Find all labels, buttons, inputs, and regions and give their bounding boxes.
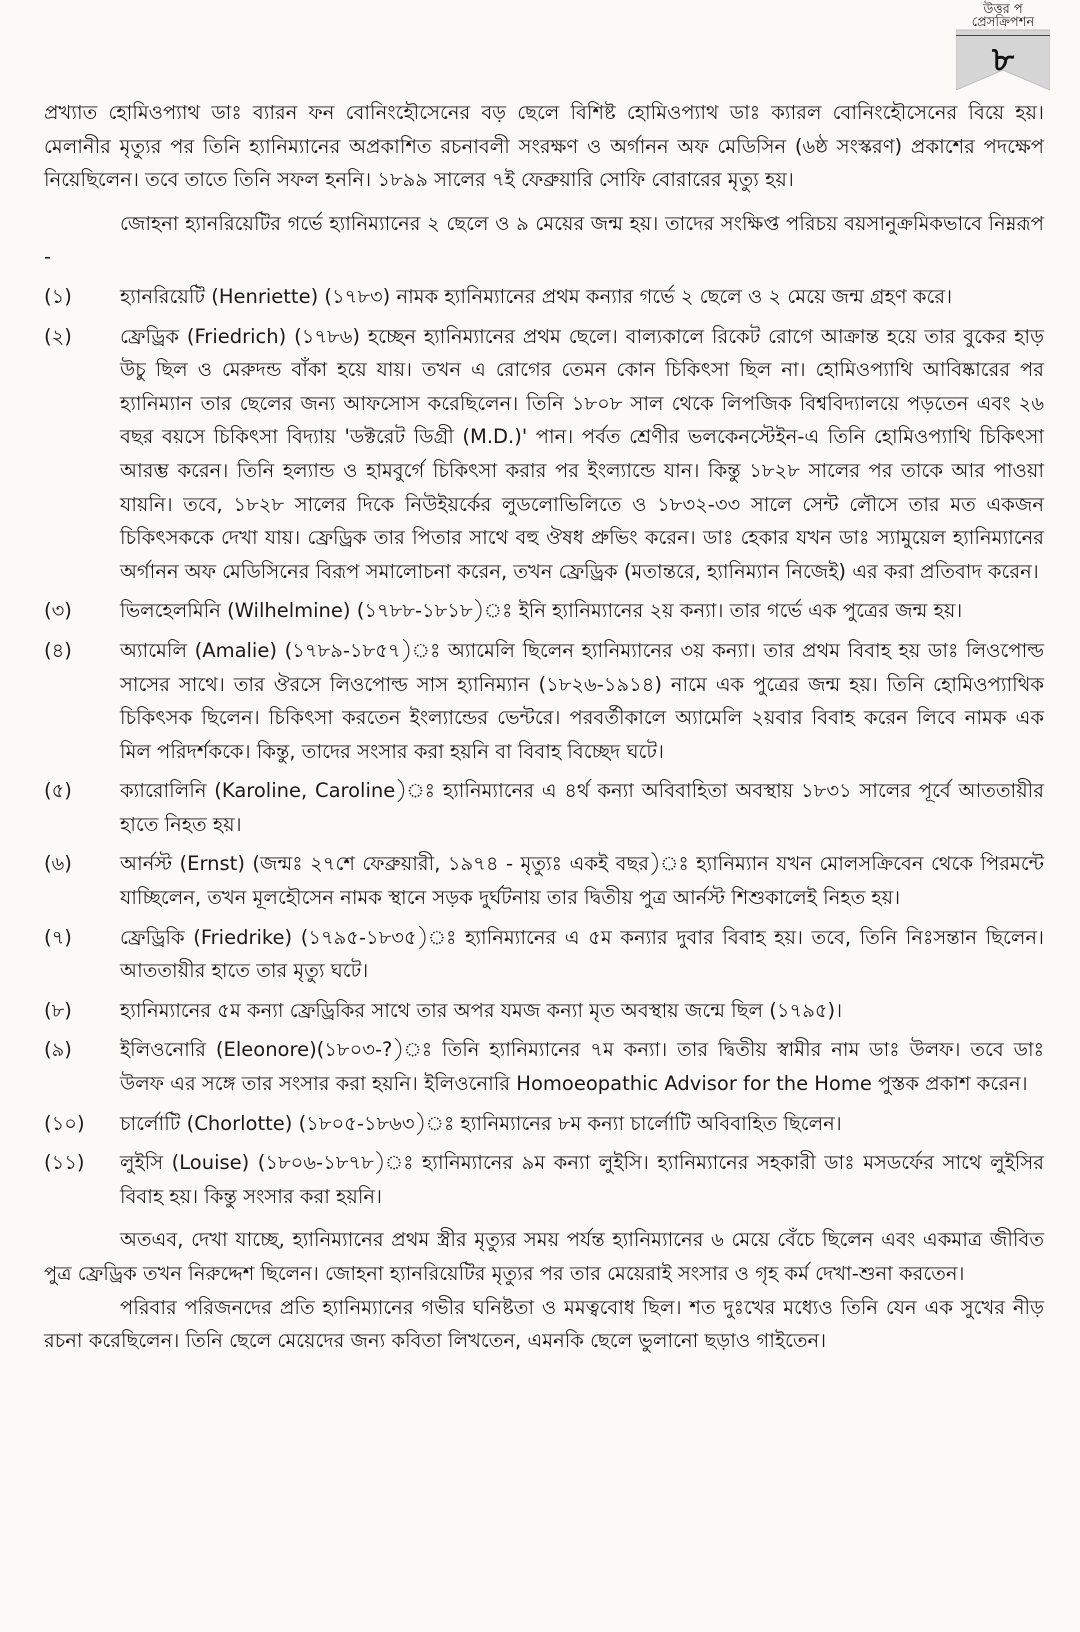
paragraph: পরিবার পরিজনদের প্রতি হ্যানিম্যানের গভীর ঘনিষ্টতা ও মমত্ববোধ ছিল। শত দুঃখের মধ্যেও তিনি যেন এক সুখের নীড় রচনা করেছিলেন। তিনি ছেলে মেয়েদের জন্য কবিতা লিখতেন, এমনকি ছেলে ভুলানো ছড়াও গাইতেন। [44, 1295, 1044, 1353]
list-item [44, 1033, 1044, 1100]
paragraph: প্রখ্যাত হোমিওপ্যাথ ডাঃ ব্যারন ফন বোনিংহৌসেনের বড় ছেলে বিশিষ্ট হোমিওপ্যাথ ডাঃ ক্যারল বোনিংহৌসেনের বিয়ে হয়। মেলানীর মৃত্যুর পর তিনি হ্যানিম্যানের অপ্রকাশিত রচনাবলী সংরক্ষণ ও অর্গানন অফ মেডিসিন (৬ষ্ঠ সংস্করণ) প্রকাশের পদক্ষেপ নিয়েছিলেন। তবে তাতে তিনি সফল হননি। ১৮৯৯ সালের ৭ই ফেব্রুয়ারি সোফি বোরারের মৃত্যু হয়। [44, 101, 1044, 192]
list-item-number: (৭) [44, 925, 72, 949]
list-item-number: (১০) [44, 1111, 85, 1135]
list-item-number: (৩) [44, 599, 72, 623]
list-item [44, 847, 1044, 914]
list-item [44, 594, 1044, 628]
running-head-line2: প্রেসক্রিপশন [956, 13, 1050, 36]
list-item-text: ভিলহেলমিনি (Wilhelmine) (১৭৮৮-১৮১৮)ঃ ইনি হ্যানিম্যানের ২য় কন্যা। তার গর্ভে এক পুত্রের জন্ম হয়। [120, 599, 963, 623]
running-head-line1: উত্তর প [983, 2, 1023, 17]
list-item [44, 994, 1044, 1028]
list-item-number: (২) [44, 324, 72, 348]
list-item [44, 1146, 1044, 1213]
list-item-number: (৪) [44, 638, 72, 662]
list-item-number: (৫) [44, 779, 72, 803]
page-body [44, 96, 1044, 1358]
list-item-text: চার্লোটি (Chorlotte) (১৮০৫-১৮৬৩)ঃ হ্যানিম্যানের ৮ম কন্যা চার্লোটি অবিবাহিত ছিলেন। [120, 1111, 842, 1135]
chapter-number: ৮ [991, 40, 1015, 80]
list-item-text: ইলিওনোরি (Eleonore)(১৮০৩-?)ঃ তিনি হ্যানিম্যানের ৭ম কন্যা। তার দ্বিতীয় স্বামীর নাম ডাঃ উলফ। তবে ডাঃ উলফ এর সঙ্গে তার সংসার করা হয়নি। ইলিওনোরি Homoeopathic Advisor for the Home পুস্তক প্রকাশ করেন। [120, 1038, 1044, 1096]
list-item-number: (১) [44, 284, 72, 308]
list-item-number: (৮) [44, 998, 72, 1022]
list-item [44, 921, 1044, 988]
chapter-tab [956, 0, 1050, 90]
list-item [44, 634, 1044, 768]
list-item [44, 320, 1044, 589]
list-item-number: (৬) [44, 852, 72, 876]
list-item-text: ফ্রেড্রিকি (Friedrike) (১৭৯৫-১৮৩৫)ঃ হ্যানিম্যানের এ ৫ম কন্যার দুবার বিবাহ হয়। তবে, তিনি নিঃসন্তান ছিলেন। আততায়ীর হাতে তার মৃত্যু ঘটে। [120, 925, 1044, 983]
paragraph: অতএব, দেখা যাচ্ছে, হ্যানিম্যানের প্রথম স্ত্রীর মৃত্যুর সময় পর্যন্ত হ্যানিম্যানের ৬ মেয়ে বেঁচে ছিলেন এবং একমাত্র জীবিত পুত্র ফ্রেড্রিক তখন নিরুদ্দেশ ছিলেন। জোহনা হ্যানরিয়েটির মৃত্যুর পর তার মেয়েরাই সংসার ও গৃহ কর্ম দেখা-শুনা করতেন। [44, 1228, 1044, 1285]
list-item-text: আর্নস্ট (Ernst) (জন্মঃ ২৭শে ফেব্রুয়ারী, ১৯৭৪ - মৃত্যুঃ একই বছর)ঃ হ্যানিম্যান যখন মোলসক্রিবেন থেকে পিরমন্টে যাচ্ছিলেন, তখন মূলহৌসেন নামক স্থানে সড়ক দুর্ঘটনায় তার দ্বিতীয় পুত্র আর্নস্ট শিশুকালেই নিহত হয়। [120, 852, 1044, 910]
list-item-text: অ্যামেলি (Amalie) (১৭৮৯-১৮৫৭)ঃ অ্যামেলি ছিলেন হ্যানিম্যানের ৩য় কন্যা। তার প্রথম বিবাহ হয় ডাঃ লিওপোল্ড সাসের সাথে। তার ঔরসে লিওপোল্ড সাস হ্যানিম্যান (১৮২৬-১৯১৪) নামে এক পুত্রের জন্ম হয়। তিনি হোমিওপ্যাথিক চিকিৎসক ছিলেন। চিকিৎসা করতেন ইংল্যান্ডের ভেন্টরে। পরবর্তীকালে অ্যামেলি ২য়বার বিবাহ করেন লিবে নামক এক মিল পরিদর্শককে। কিন্তু, তাদের সংসার করা হয়নি বা বিবাহ বিচ্ছেদ ঘটে। [120, 638, 1044, 763]
list-item-number: (৯) [44, 1038, 72, 1062]
list-item-text: ফ্রেড্রিক (Friedrich) (১৭৮৬) হচ্ছেন হ্যানিম্যানের প্রথম ছেলে। বাল্যকালে রিকেট রোগে আক্রান্ত হয়ে তার বুকের হাড় উচু ছিল ও মেরুদন্ড বাঁকা হয়ে যায়। তখন এ রোগের তেমন কোন চিকিৎসা ছিল না। হোমিওপ্যাথি আবিষ্কারের পর হ্যানিম্যান তার ছেলের জন্য আফসোস করেছিলেন। তিনি ১৮০৮ সাল থেকে লিপজিক বিশ্ববিদ্যালয়ে পড়তেন এবং ২৬ বছর বয়সে চিকিৎসা বিদ্যায় 'ডক্টরেট ডিগ্রী (M.D.)' পান। পর্বত শ্রেণীর ভলকেনস্টেইন-এ তিনি হোমিওপ্যাথি চিকিৎসা আরম্ভ করেন। তিনি হল্যান্ড ও হামবুর্গে চিকিৎসা করার পর ইংল্যান্ডে যান। কিন্তু ১৮২৮ সালের পর তাকে আর পাওয়া যায়নি। তবে, ১৮২৮ সালের দিকে নিউইয়র্কের লুডলোভিলিতে ও ১৮৩২-৩৩ সালে সেন্ট লৌসে তার মত একজন চিকিৎসককে দেখা যায়। ফ্রেড্রিক তার পিতার সাথে বহু ঔষধ প্রুভিং করেন। ডাঃ হেকার যখন ডাঃ স্যামুয়েল হ্যানিম্যানের অর্গানন অফ মেডিসিনের বিরূপ সমালোচনা করেন, তখন ফ্রেড্রিক (মতান্তরে, হ্যানিম্যান নিজেই) এর করা প্রতিবাদ করেন। [120, 324, 1044, 583]
list-item-number: (১১) [44, 1151, 85, 1175]
list-item-text: ক্যারোলিনি (Karoline, Caroline)ঃ হ্যানিম্যানের এ ৪র্থ কন্যা অবিবাহিতা অবস্থায় ১৮৩১ সালের পূর্বে আততায়ীর হাতে নিহত হয়। [120, 779, 1044, 836]
list-item-text: লুইসি (Louise) (১৮০৬-১৮৭৮)ঃ হ্যানিম্যানের ৯ম কন্যা লুইসি। হ্যানিম্যানের সহকারী ডাঃ মসডর্ফের সাথে লুইসির বিবাহ হয়। কিন্তু সংসার করা হয়নি। [120, 1151, 1044, 1208]
list-item-text: হ্যানরিয়েটি (Henriette) (১৭৮৩) নামক হ্যানিম্যানের প্রথম কন্যার গর্ভে ২ ছেলে ও ২ মেয়ে জন্ম গ্রহণ করে। [120, 284, 953, 308]
list-item [44, 280, 1044, 314]
list-item [44, 774, 1044, 841]
paragraph: জোহনা হ্যানরিয়েটির গর্ভে হ্যানিম্যানের ২ ছেলে ও ৯ মেয়ের জন্ম হয়। তাদের সংক্ষিপ্ত পরিচয় বয়সানুক্রমিকভাবে নিম্নরূপ - [44, 211, 1044, 269]
list-item [44, 1107, 1044, 1141]
list-item-text: হ্যানিম্যানের ৫ম কন্যা ফ্রেড্রিকির সাথে তার অপর যমজ কন্যা মৃত অবস্থায় জন্মে ছিল (১৭৯৫)। [120, 998, 843, 1022]
